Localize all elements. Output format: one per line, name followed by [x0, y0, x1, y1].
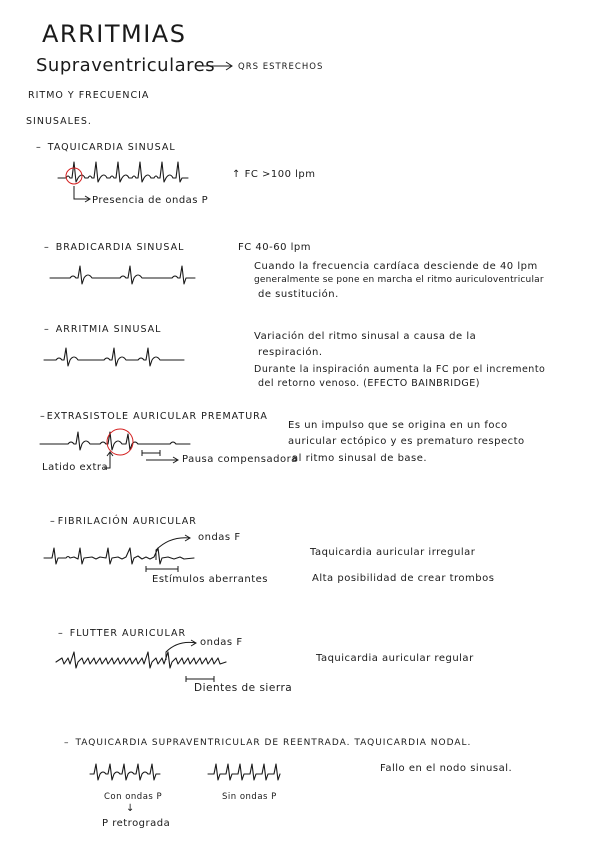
brad-desc-2: generalmente se pone en marcha el ritmo auriculoventricular	[254, 275, 544, 285]
flutter-heading: – FLUTTER AURICULAR	[58, 628, 187, 639]
arritmia-desc-2: respiración.	[258, 347, 323, 358]
ecg-reentrada-sin-trace	[208, 760, 280, 786]
p-retrograda-label: P retrograda	[102, 818, 171, 829]
sin-ondas-label: Sin ondas P	[222, 792, 277, 802]
arritmia-desc-3: Durante la inspiración aumenta la FC por el incremento	[254, 364, 546, 375]
page-title: ARRITMIAS	[42, 20, 187, 48]
ritmo-heading: RITMO Y FRECUENCIA	[28, 90, 150, 101]
ecg-taquicardia-trace	[58, 158, 188, 188]
ecg-bradicardia-trace	[50, 262, 195, 288]
fib-desc-2: Alta posibilidad de crear trombos	[312, 573, 495, 584]
ecg-arritmia-trace	[44, 344, 184, 370]
fib-ondas-label: ondas F	[198, 532, 241, 543]
brad-sinusal-title: BRADICARDIA SINUSAL	[55, 242, 185, 253]
ecg-extrasistole-trace	[40, 428, 190, 458]
arritmia-sinusal-heading: – ARRITMIA SINUSAL	[44, 324, 162, 335]
arritmia-sinusal-title: ARRITMIA SINUSAL	[55, 324, 162, 335]
extra-desc-2: auricular ectópico y es prematuro respecto	[288, 436, 525, 447]
ecg-flutter-trace	[56, 648, 226, 674]
estimulos-label: Estímulos aberrantes	[152, 574, 269, 585]
extrasistole-title: EXTRASISTOLE AURICULAR PREMATURA	[46, 411, 268, 422]
brad-desc-3: de sustitución.	[258, 289, 339, 300]
taq-sinusal-heading: – TAQUICARDIA SINUSAL	[36, 142, 176, 153]
sinusales-heading: SINUSALES.	[26, 116, 92, 127]
taq-sinusal-title: TAQUICARDIA SINUSAL	[47, 142, 176, 153]
brad-fc-label: FC 40-60 lpm	[238, 242, 312, 253]
presencia-arrow-icon	[74, 186, 90, 202]
pausa-label: Pausa compensadora	[182, 454, 298, 465]
con-ondas-label: Con ondas P	[104, 792, 163, 802]
flutter-desc: Taquicardia auricular regular	[316, 653, 474, 664]
extra-desc-1: Es un impulso que se origina en un foco	[288, 420, 508, 431]
extra-desc-3: al ritmo sinusal de base.	[292, 453, 428, 464]
flutter-ondas-label: ondas F	[200, 637, 243, 648]
ecg-fibrilacion-trace	[44, 544, 194, 570]
ecg-reentrada-con-trace	[90, 760, 160, 786]
fib-desc-1: Taquicardia auricular irregular	[310, 547, 476, 558]
presencia-label: Presencia de ondas P	[92, 195, 209, 206]
latido-extra-label: Latido extra	[42, 462, 109, 473]
down-arrow-icon: ↓	[126, 803, 135, 814]
dientes-label: Dientes de sierra	[194, 682, 293, 694]
taq-fc-note	[232, 169, 316, 180]
reentrada-title: TAQUICARDIA SUPRAVENTRICULAR DE REENTRADA. TAQUICARDIA NODAL.	[75, 738, 472, 748]
taq-fc-label: FC >100 lpm	[244, 169, 316, 180]
reentrada-desc: Fallo en el nodo sinusal.	[380, 763, 513, 774]
section-subtitle: Supraventriculares	[36, 55, 216, 76]
fibrilacion-title: FIBRILACIÓN AURICULAR	[57, 516, 197, 527]
reentrada-heading: – TAQUICARDIA SUPRAVENTRICULAR DE REENTRADA. TAQUICARDIA NODAL.	[64, 738, 472, 748]
fibrilacion-heading: – FIBRILACIÓN AURICULAR	[50, 516, 197, 527]
arritmia-desc-1: Variación del ritmo sinusal a causa de la	[254, 331, 477, 342]
arritmia-desc-4: del retorno venoso. (EFECTO BAINBRIDGE)	[258, 378, 480, 389]
brad-sinusal-heading: – BRADICARDIA SINUSAL	[44, 242, 185, 253]
extrasistole-heading: –EXTRASISTOLE AURICULAR PREMATURA	[40, 411, 268, 422]
flutter-title: FLUTTER AURICULAR	[69, 628, 187, 639]
up-arrow-icon: ↑	[232, 169, 241, 180]
brad-desc-1: Cuando la frecuencia cardíaca desciende de 40 lpm	[254, 261, 538, 272]
subtitle-note: QRS ESTRECHOS	[238, 62, 324, 72]
